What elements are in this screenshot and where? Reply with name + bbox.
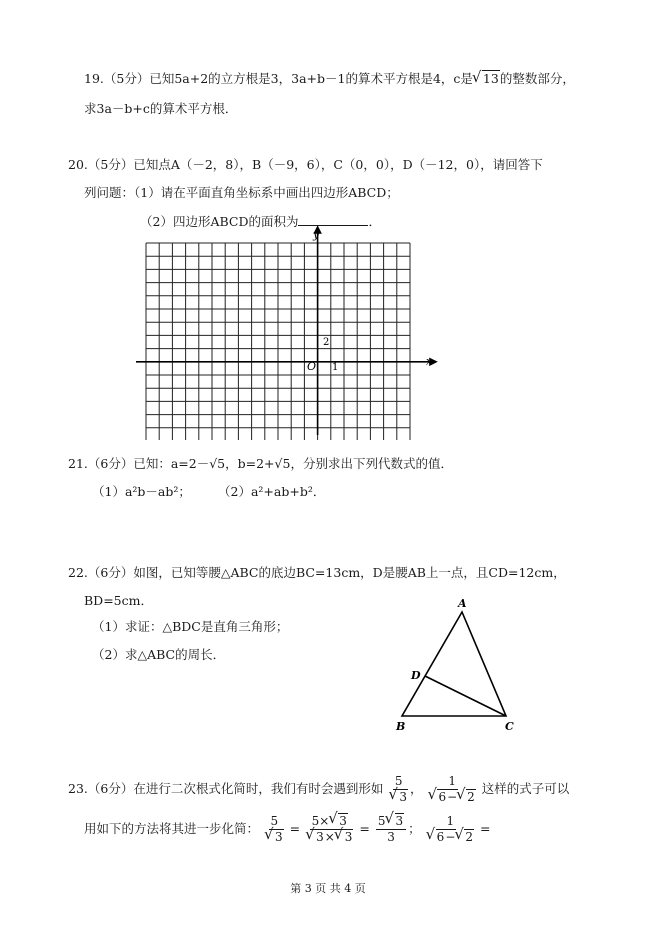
vertex-label-d: D (411, 669, 421, 682)
frac3-den-b: 3 (344, 830, 353, 844)
fraction-5sqrt3-over-sqrt3sqrt3 (306, 814, 353, 845)
q21-line1: 21.（6分）已知：a=2－√5，b=2+√5，分别求出下列代数式的值． (68, 456, 453, 471)
tick-label-x: 1 (332, 362, 339, 373)
y-axis-label: y (313, 228, 320, 241)
frac2b-den: √ 6−√ 2 (427, 830, 474, 845)
q19-line2: 求3a－b+c的算术平方根． (84, 101, 238, 116)
frac2-den: √ 6−√ 2 (428, 790, 475, 805)
fraction-1-over-sqrt6-minus-sqrt2 (428, 774, 475, 805)
equals-2: = (359, 821, 370, 836)
equals-3: = (480, 821, 491, 836)
q20-period: ． (368, 214, 381, 229)
semicolon: ； (408, 821, 421, 836)
frac1-num: 5 (394, 774, 403, 788)
frac2-num: 1 (448, 774, 456, 788)
tick-label-y: 2 (323, 337, 330, 348)
q23-text-a: 23.（6分）在进行二次根式化简时，我们有时会遇到形如 (68, 781, 384, 796)
origin-label: O (307, 360, 317, 373)
frac1b-den-arg: 3 (275, 830, 283, 844)
triangle-figure (388, 596, 528, 738)
frac3-num (310, 814, 350, 830)
fraction-5-over-sqrt3-b (265, 814, 284, 845)
frac4-num (376, 814, 406, 830)
frac2b-den-a: 6 (436, 830, 445, 844)
q19-text-a: 19.（5分）已知5a+2的立方根是3，3a+b－1的算术平方根是4，c是 (84, 71, 473, 86)
frac1-den-arg: 3 (399, 790, 407, 804)
q20-line1: 20.（5分）已知点A（－2，8），B（－9，6），C（0，0），D（－12，0），请回答下 (68, 157, 543, 172)
q20-area-text: （2）四边形ABCD的面积为 (140, 214, 299, 229)
q22-line2: BD=5cm． (84, 593, 153, 608)
frac4-den: 3 (387, 830, 395, 844)
frac2-den-a: 6 (438, 790, 447, 804)
fraction-5sqrt3-over-3 (376, 814, 406, 845)
frac4-num-b: 3 (395, 814, 404, 828)
frac3-num-a: 5× (311, 814, 330, 828)
q22-part2: （2）求△ABC的周长． (92, 647, 226, 662)
frac1b-num: 5 (270, 814, 279, 828)
q23-text-c: 用如下的方法将其进一步化简： (84, 821, 260, 836)
frac4-num-a: 5 (377, 814, 386, 828)
q22-part1: （1）求证：△BDC是直角三角形； (92, 619, 289, 634)
vertex-label-c: C (505, 720, 514, 733)
q21-part1: （1）a²b－ab²； (92, 484, 191, 499)
q19-text-b: 的整数部分， (499, 71, 575, 86)
q23-comma: ， (409, 781, 423, 796)
frac3-num-b: 3 (339, 814, 347, 828)
q21-part2: （2）a²+ab+b²． (218, 484, 326, 499)
q19-line1 (84, 69, 575, 87)
q23-line1 (68, 774, 569, 805)
segment-cd (425, 676, 506, 716)
frac3-den-a: 3 (316, 830, 324, 844)
vertex-label-b: B (396, 720, 406, 733)
frac2b-num: 1 (446, 814, 455, 828)
q23-text-b: 这样的式子可以 (481, 781, 570, 796)
sqrt-13 (473, 71, 500, 86)
q20-line2: 列问题：（1）请在平面直角坐标系中画出四边形ABCD； (84, 185, 399, 200)
frac1-den (389, 790, 408, 805)
sqrt-13-arg: 13 (482, 71, 499, 86)
frac3-den: √ 3×√ 3 (306, 830, 353, 845)
frac2b-den-b: 2 (465, 830, 474, 844)
q22-line1: 22.（6分）如图，已知等腰△ABC的底边BC=13cm，D是腰AB上一点，且CD=12cm， (68, 565, 566, 580)
page-footer: 第 3 页 共 4 页 (290, 882, 366, 895)
coordinate-grid (130, 225, 440, 440)
q23-line2 (84, 812, 490, 846)
fraction-1-over-sqrt6-minus-sqrt2-b (427, 814, 474, 845)
equals-1: = (289, 821, 301, 836)
frac2-den-b: 2 (467, 790, 475, 804)
fraction-5-over-sqrt3 (389, 774, 408, 805)
triangle-abc (402, 612, 506, 716)
frac1b-den (265, 830, 284, 845)
vertex-label-a: A (458, 597, 467, 610)
x-axis-label: x (426, 355, 433, 368)
